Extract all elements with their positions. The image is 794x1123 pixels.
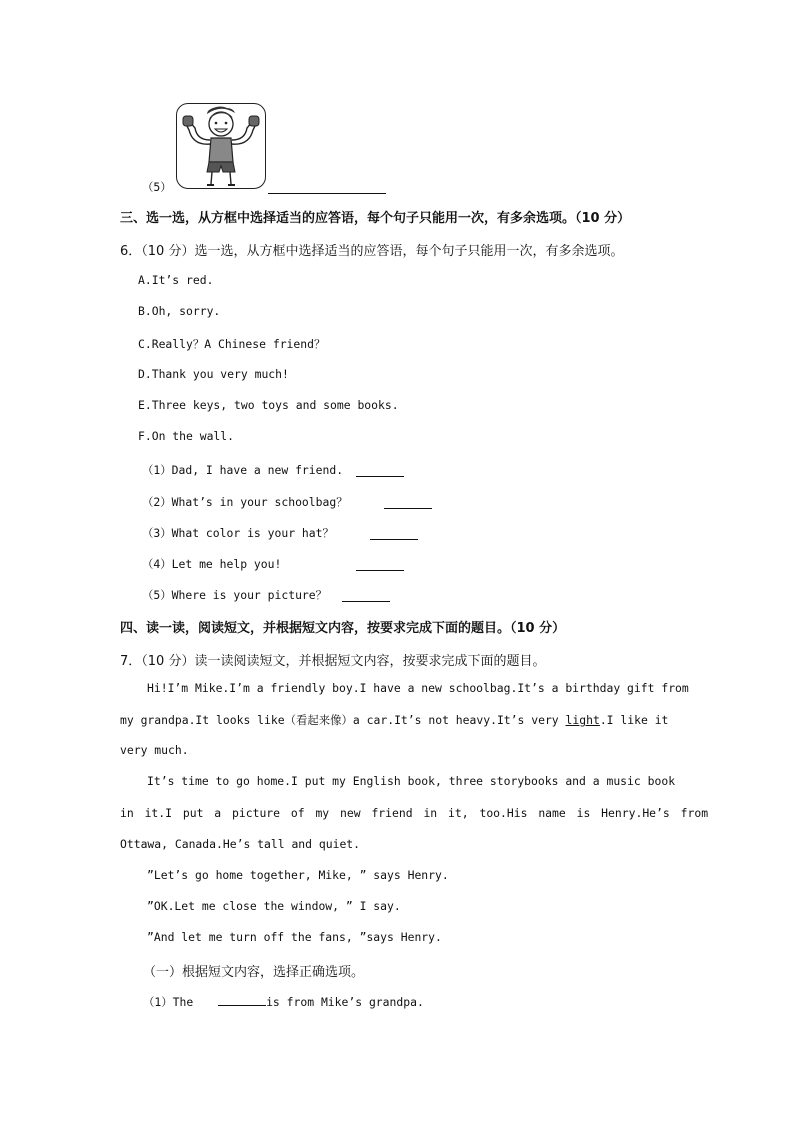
item-5-answer-blank[interactable] xyxy=(268,181,386,194)
passage-p1-line2-text-a: my grandpa.It looks like（看起来像）a car.It’s not heavy.It’s very xyxy=(120,713,566,727)
q6-item-1-blank[interactable] xyxy=(356,464,404,477)
q6-item-3-blank[interactable] xyxy=(370,527,418,540)
q6-item-4-blank[interactable] xyxy=(356,558,404,571)
q6-item-4: （4）Let me help you! xyxy=(142,557,282,571)
q6-option-c: C.Really？A Chinese friend？ xyxy=(138,337,326,351)
q6-prompt: 6．（10 分）选一选，从方框中选择适当的应答语，每个句子只能用一次，有多余选项。 xyxy=(120,244,624,259)
q6-item-2-blank[interactable] xyxy=(384,496,432,509)
q6-option-f: F.On the wall. xyxy=(138,429,235,443)
q7-prompt: 7．（10 分）读一读阅读短文，并根据短文内容，按要求完成下面的题目。 xyxy=(120,654,546,669)
item-5-label: （5） xyxy=(142,180,172,194)
passage-p1-line3: very much. xyxy=(120,743,189,757)
passage-p1-line2 xyxy=(120,712,668,728)
section3-heading: 三、选一选，从方框中选择适当的应答语，每个句子只能用一次，有多余选项。（10 分） xyxy=(120,211,631,226)
passage-p2-line3: Ottawa, Canada.He’s tall and quiet. xyxy=(120,837,361,851)
q6-option-a: A.It’s red. xyxy=(138,273,214,287)
section4-heading: 四、读一读，阅读短文，并根据短文内容，按要求完成下面的题目。（10 分） xyxy=(120,621,566,636)
sub-question-1-text-a: （1）The xyxy=(143,995,201,1009)
passage-p2-line2: in it.I put a picture of my new friend in it, too.His name is Henry.He’s from xyxy=(120,806,709,820)
passage-p2-line1: It’s time to go home.I put my English book, three storybooks and a music book xyxy=(147,774,676,788)
underlined-word-light: light xyxy=(565,713,600,727)
passage-p1-line2-text-b: .I like it xyxy=(599,713,669,727)
q6-item-5: （5）Where is your picture？ xyxy=(142,588,328,602)
boy-picture-frame xyxy=(176,103,266,189)
q6-item-3: （3）What color is your hat？ xyxy=(142,526,334,540)
sub-section-heading: （一）根据短文内容，选择正确选项。 xyxy=(143,965,365,980)
dialogue-line-1: ”Let’s go home together, Mike, ” says Henry. xyxy=(147,868,449,882)
sub-question-1-text-b: is from Mike’s grandpa. xyxy=(266,995,424,1009)
q6-item-2: （2）What’s in your schoolbag？ xyxy=(142,495,348,509)
sub-question-1-blank[interactable] xyxy=(218,993,266,1006)
q6-option-d: D.Thank you very much! xyxy=(138,367,289,381)
passage-p1-line1: Hi!I’m Mike.I’m a friendly boy.I have a new schoolbag.It’s a birthday gift from xyxy=(147,681,689,695)
sub-question-1 xyxy=(143,993,424,1010)
q6-item-1: （1）Dad, I have a new friend. xyxy=(142,463,344,477)
q6-item-5-blank[interactable] xyxy=(342,589,390,602)
boy-flexing-illustration xyxy=(177,104,265,188)
q6-option-b: B.Oh, sorry. xyxy=(138,304,221,318)
dialogue-line-2: ”OK.Let me close the window, ” I say. xyxy=(147,899,401,913)
q6-option-e: E.Three keys, two toys and some books. xyxy=(138,398,399,412)
dialogue-line-3: ”And let me turn off the fans, ”says Henry. xyxy=(147,930,442,944)
